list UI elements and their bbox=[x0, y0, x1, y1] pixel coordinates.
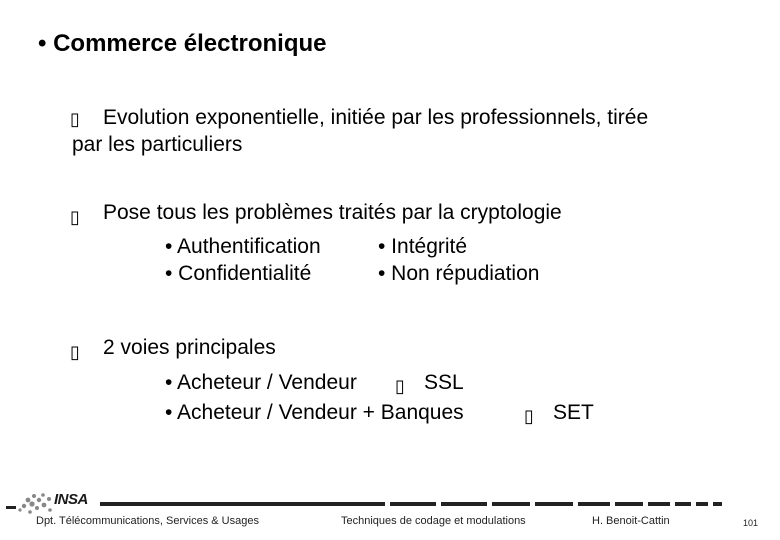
point3-text: 2 voies principales bbox=[103, 336, 276, 359]
page-number: 101 bbox=[743, 518, 759, 528]
footer-course: Techniques de codage et modulations bbox=[341, 515, 526, 527]
point2-text: Pose tous les problèmes traités par la cryptologie bbox=[103, 201, 562, 224]
insa-logo-text: INSA bbox=[54, 491, 88, 508]
point3-row1-right: SSL bbox=[424, 371, 464, 394]
point2-item-integrite: • Intégrité bbox=[378, 235, 468, 258]
point1-line2: par les particuliers bbox=[72, 133, 243, 156]
point3-row2-right: SET bbox=[553, 401, 594, 424]
point3-row1-left: • Acheteur / Vendeur bbox=[165, 371, 357, 394]
insa-logo bbox=[6, 488, 100, 518]
point2-item-authentification: • Authentification bbox=[165, 235, 321, 258]
slide-title: • Commerce électronique bbox=[38, 30, 327, 57]
point1-line1: Evolution exponentielle, initiée par les professionnels, tirée bbox=[103, 106, 649, 129]
footer-department: Dpt. Télécommunications, Services & Usages bbox=[36, 515, 259, 527]
placeholder-glyph-icon: ▯ bbox=[70, 207, 80, 228]
point2-item-non-repudiation: • Non répudiation bbox=[378, 262, 540, 285]
placeholder-glyph-icon: ▯ bbox=[395, 376, 405, 397]
point3-row2-left: • Acheteur / Vendeur + Banques bbox=[165, 401, 464, 424]
footer-author: H. Benoit-Cattin bbox=[592, 515, 670, 527]
placeholder-glyph-icon: ▯ bbox=[70, 342, 80, 363]
point2-item-confidentialite: • Confidentialité bbox=[165, 262, 312, 285]
placeholder-glyph-icon: ▯ bbox=[524, 406, 534, 427]
placeholder-glyph-icon: ▯ bbox=[70, 109, 80, 130]
